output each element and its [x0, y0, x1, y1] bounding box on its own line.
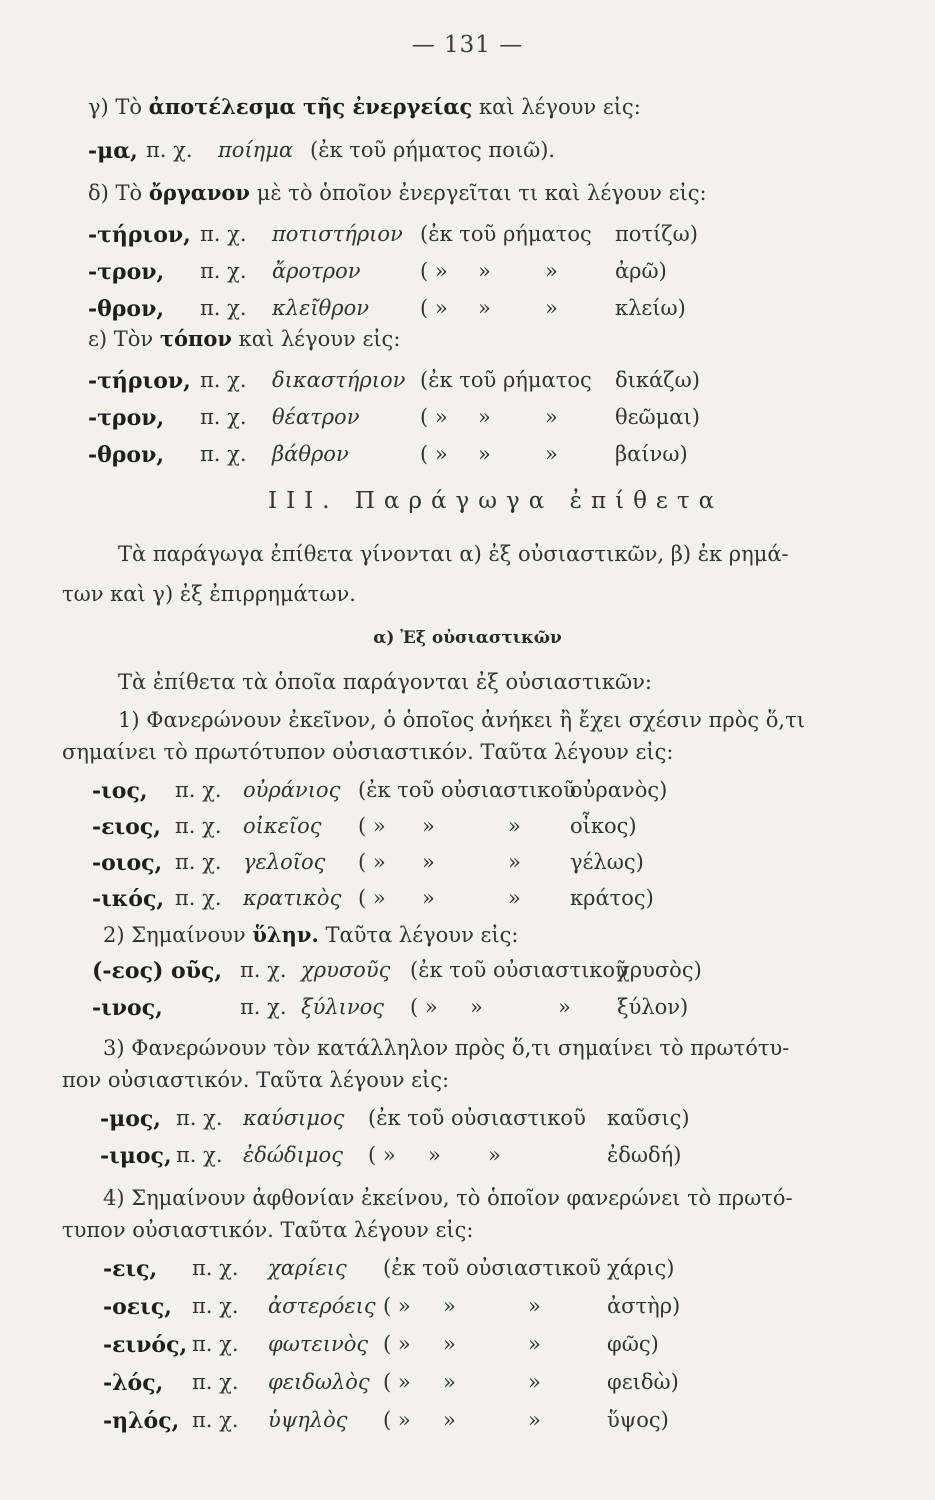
source-open: ( » [358, 850, 386, 874]
section-intro-line-1: Τὰ παράγωγα ἐπίθετα γίνονται α) ἐξ οὐσιαστικῶν, β) ἐκ ρημά- [118, 542, 789, 566]
example-word: φωτεινὸς [268, 1332, 369, 1356]
suffix: -τήριον, [88, 368, 191, 394]
example-abbrev: π. χ. [176, 1143, 223, 1167]
source-word: δικάζω) [615, 368, 700, 392]
suffix: -ηλός, [103, 1408, 180, 1434]
table-row [0, 886, 935, 918]
adjectives-intro: Τὰ ἐπίθετα τὰ ὁποῖα παράγονται ἐξ οὐσιαστικῶν: [118, 670, 652, 694]
suffix: -ικός, [92, 886, 164, 912]
suffix: -λός, [103, 1370, 164, 1396]
example-abbrev: π. χ. [192, 1256, 239, 1280]
table-row [0, 1256, 935, 1288]
source-word: ἐδωδή) [607, 1143, 682, 1167]
example-abbrev: π. χ. [240, 958, 287, 982]
source-open: (ἐκ τοῦ οὐσιαστικοῦ [383, 1256, 601, 1280]
table-row [0, 1143, 935, 1175]
table-row [0, 958, 935, 990]
item4-line-1: 4) Σημαίνουν ἀφθονίαν ἐκείνου, τὸ ὁποῖον φανερώνει τὸ πρωτό- [103, 1186, 793, 1210]
source-open: (ἐκ τοῦ οὐσιαστικοῦ [368, 1106, 586, 1130]
example-abbrev: π. χ. [200, 368, 247, 392]
example-word: ποτιστήριον [272, 222, 403, 246]
ditto-mark: » [528, 1370, 541, 1394]
table-row [0, 1332, 935, 1364]
source-open: ( » [420, 442, 448, 466]
section-intro-line-2: των καὶ γ) ἐξ ἐπιρρημάτων. [62, 582, 356, 606]
example-abbrev: π. χ. [200, 405, 247, 429]
source-word: χρυσὸς) [617, 958, 702, 982]
source-word: ἀρῶ) [615, 259, 667, 283]
ditto-mark: » [528, 1332, 541, 1356]
item3-line-1: 3) Φανερώνουν τὸν κατάλληλον πρὸς ὅ,τι σημαίνει τὸ πρωτότυ- [103, 1036, 790, 1060]
example-abbrev: π. χ. [192, 1370, 239, 1394]
ditto-mark: » [558, 995, 571, 1019]
gamma-term: ἀποτέλεσμα τῆς ἐνεργείας [148, 94, 473, 119]
source-word: ξύλον) [617, 995, 689, 1019]
example-abbrev: π. χ. [200, 259, 247, 283]
example-word: γελοῖος [243, 850, 326, 874]
ditto-mark: » [422, 886, 435, 910]
ditto-mark: » [443, 1294, 456, 1318]
source-open: (ἐκ τοῦ οὐσιαστικοῦ [410, 958, 628, 982]
table-row [0, 1408, 935, 1440]
delta-term: ὄργανον [148, 180, 251, 205]
suffix: -εινός, [103, 1332, 188, 1358]
source-word: ἀστὴρ) [607, 1294, 681, 1318]
ditto-mark: » [528, 1294, 541, 1318]
ditto-mark: » [545, 259, 558, 283]
table-row [0, 1370, 935, 1402]
epsilon-term: τόπον [159, 326, 232, 351]
item1-line-1: 1) Φανερώνουν ἐκεῖνον, ὁ ὁποῖος ἀνήκει ἢ ἔχει σχέσιν πρὸς ὅ,τι [118, 708, 805, 732]
example-word: ἐδώδιμος [243, 1143, 343, 1167]
ditto-mark: » [422, 850, 435, 874]
example-abbrev: π. χ. [175, 814, 222, 838]
ditto-mark: » [545, 405, 558, 429]
epsilon-rest: καὶ λέγουν εἰς: [238, 327, 401, 351]
ditto-mark: » [478, 405, 491, 429]
source-word: κράτος) [570, 886, 654, 910]
source-word: ὕψος) [607, 1408, 669, 1432]
source-note: (ἐκ τοῦ ρήματος ποιῶ). [310, 138, 556, 162]
example-word: ἄροτρον [272, 259, 361, 283]
table-row [0, 405, 935, 437]
example-abbrev: π. χ. [240, 995, 287, 1019]
table-row [0, 850, 935, 882]
ditto-mark: » [443, 1408, 456, 1432]
example-abbrev: π. χ. [192, 1332, 239, 1356]
source-open: ( » [410, 995, 438, 1019]
source-open: ( » [368, 1143, 396, 1167]
example-word: χαρίεις [268, 1256, 347, 1280]
example-word: ξύλινος [301, 995, 385, 1019]
suffix: -μα, [88, 138, 138, 164]
suffix: -τρον, [88, 405, 165, 431]
suffix: -ιμος, [100, 1143, 172, 1169]
ditto-mark: » [508, 886, 521, 910]
gamma-label: γ) Τὸ [88, 95, 143, 119]
source-open: ( » [383, 1294, 411, 1318]
source-word: οὐρανὸς) [570, 778, 668, 802]
item2-rest: Ταῦτα λέγουν εἰς: [325, 923, 519, 947]
example-word: κλεῖθρον [272, 296, 369, 320]
ditto-mark: » [478, 296, 491, 320]
suffix: -ιος, [92, 778, 148, 804]
example-abbrev: π. χ. [200, 296, 247, 320]
ditto-mark: » [545, 442, 558, 466]
subheading: α) Ἐξ οὐσιαστικῶν [373, 628, 562, 648]
source-word: κλείω) [615, 296, 686, 320]
source-word: φειδὼ) [607, 1370, 679, 1394]
source-word: οἶκος) [570, 814, 637, 838]
source-word: χάρις) [607, 1256, 675, 1280]
ditto-mark: » [545, 296, 558, 320]
suffix: -τήριον, [88, 222, 191, 248]
suffix: -θρον, [88, 442, 165, 468]
item3-line-2: πον οὐσιαστικόν. Ταῦτα λέγουν εἰς: [62, 1068, 450, 1092]
example-abbrev: π. χ. [200, 222, 247, 246]
source-open: (ἐκ τοῦ ρήματος [420, 368, 592, 392]
source-word: φῶς) [607, 1332, 659, 1356]
example-abbrev: π. χ. [192, 1294, 239, 1318]
table-row [0, 778, 935, 810]
suffix: -τρον, [88, 259, 165, 285]
gamma-rest: καὶ λέγουν εἰς: [479, 95, 641, 119]
source-word: ποτίζω) [615, 222, 698, 246]
suffix: -ινος, [92, 995, 163, 1021]
suffix: -οεις, [103, 1294, 172, 1320]
source-open: ( » [420, 296, 448, 320]
ditto-mark: » [478, 259, 491, 283]
suffix: -εις, [103, 1256, 158, 1282]
delta-intro [88, 180, 707, 205]
example-word: ποίημα [218, 138, 294, 162]
table-row [0, 259, 935, 291]
epsilon-label: ε) Τὸν [88, 327, 154, 351]
table-row [0, 1294, 935, 1326]
table-row [0, 1106, 935, 1138]
example-abbrev: π. χ. [192, 1408, 239, 1432]
example-abbrev: π. χ. [175, 850, 222, 874]
source-open: ( » [383, 1408, 411, 1432]
example-word: φειδωλὸς [268, 1370, 370, 1394]
suffix: -ειος, [92, 814, 161, 840]
gamma-intro [88, 94, 641, 119]
source-open: ( » [383, 1370, 411, 1394]
delta-label: δ) Τὸ [88, 181, 143, 205]
example-word: χρυσοῦς [301, 958, 391, 982]
table-row [0, 995, 935, 1027]
source-open: ( » [358, 886, 386, 910]
source-open: ( » [358, 814, 386, 838]
source-word: θεῶμαι) [615, 405, 700, 429]
example-abbrev: π. χ. [200, 442, 247, 466]
table-row [0, 814, 935, 846]
table-row [0, 368, 935, 400]
source-word: γέλως) [570, 850, 644, 874]
suffix: -θρον, [88, 296, 165, 322]
example-abbrev: π. χ. [176, 1106, 223, 1130]
suffix: (-εος) οῦς, [92, 958, 223, 984]
ditto-mark: » [443, 1370, 456, 1394]
example-abbrev: π. χ. [175, 778, 222, 802]
section-heading: III. Παράγωγα ἐπίθετα [268, 488, 724, 514]
page-number: — 131 — [411, 32, 524, 58]
example-word: οὐράνιος [243, 778, 341, 802]
table-row [0, 296, 935, 328]
source-word: βαίνω) [615, 442, 688, 466]
suffix: -οιος, [92, 850, 163, 876]
gamma-row [88, 138, 648, 170]
item2-intro [103, 922, 518, 947]
ditto-mark: » [478, 442, 491, 466]
example-word: ὑψηλὸς [268, 1408, 348, 1432]
ditto-mark: » [422, 814, 435, 838]
ditto-mark: » [508, 814, 521, 838]
source-open: ( » [383, 1332, 411, 1356]
source-word: καῦσις) [607, 1106, 690, 1130]
item2-term: ὕλην. [252, 922, 319, 947]
example-word: βάθρον [272, 442, 349, 466]
suffix: -μος, [100, 1106, 161, 1132]
ditto-mark: » [488, 1143, 501, 1167]
table-row [0, 442, 935, 474]
source-open: ( » [420, 405, 448, 429]
source-open: (ἐκ τοῦ ρήματος [420, 222, 592, 246]
ditto-mark: » [508, 850, 521, 874]
item2-label: 2) Σημαίνουν [103, 923, 246, 947]
table-row [0, 222, 935, 254]
example-word: ἀστερόεις [268, 1294, 376, 1318]
example-abbrev: π. χ. [175, 886, 222, 910]
ditto-mark: » [443, 1332, 456, 1356]
example-abbrev: π. χ. [146, 138, 193, 162]
delta-rest: μὲ τὸ ὁποῖον ἐνεργεῖται τι καὶ λέγουν εἰς: [256, 181, 707, 205]
example-word: δικαστήριον [272, 368, 406, 392]
item4-line-2: τυπον οὐσιαστικόν. Ταῦτα λέγουν εἰς: [62, 1218, 474, 1242]
ditto-mark: » [428, 1143, 441, 1167]
source-open: ( » [420, 259, 448, 283]
example-word: κρατικὸς [243, 886, 342, 910]
example-word: οἰκεῖος [243, 814, 322, 838]
ditto-mark: » [470, 995, 483, 1019]
example-word: θέατρον [272, 405, 360, 429]
ditto-mark: » [528, 1408, 541, 1432]
source-open: (ἐκ τοῦ οὐσιαστικοῦ [358, 778, 576, 802]
item1-line-2: σημαίνει τὸ πρωτότυπον οὐσιαστικόν. Ταῦτα λέγουν εἰς: [62, 740, 674, 764]
epsilon-intro [88, 326, 400, 351]
example-word: καύσιμος [243, 1106, 345, 1130]
